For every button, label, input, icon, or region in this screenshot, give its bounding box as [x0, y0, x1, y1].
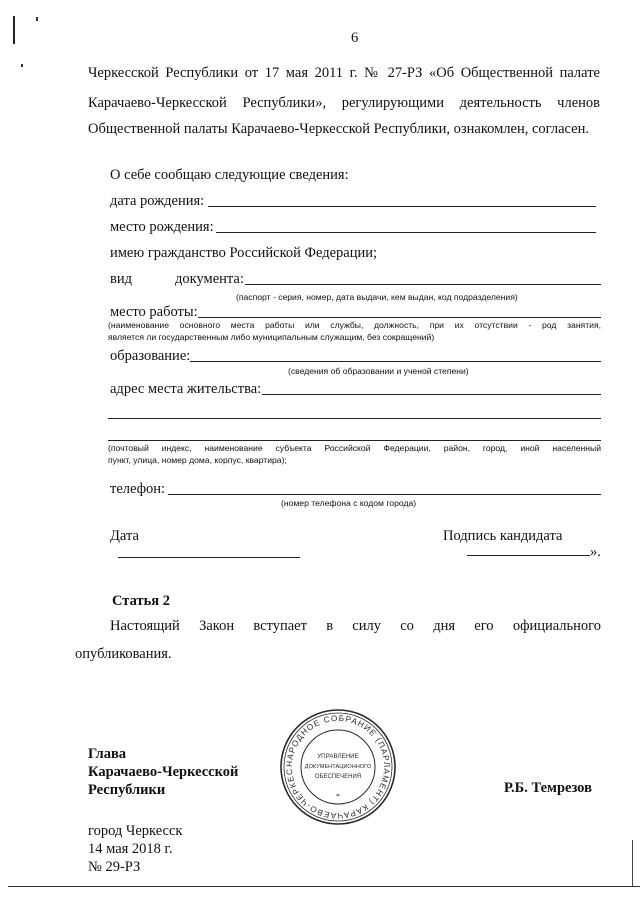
phone-field-line — [168, 494, 601, 495]
signature-label: Подпись кандидата — [443, 528, 563, 544]
seal-graphic — [278, 707, 398, 827]
document-field-line — [245, 284, 601, 285]
phone-label: телефон: — [110, 481, 166, 497]
signatory-title-3: Республики — [88, 782, 166, 798]
closing-quote: ». — [590, 544, 601, 560]
date-label: Дата — [110, 528, 139, 544]
workplace-hint-2: является ли государственным либо муниципальным служащим, без сокращений) — [108, 332, 435, 342]
birth-date-label: дата рождения: — [110, 193, 205, 209]
document-hint: (паспорт - серия, номер, дата выдачи, кем выдан, код подразделения) — [236, 292, 518, 302]
footer-city: город Черкесск — [88, 823, 183, 839]
intro-line-2: Карачаево-Черкесской Республики», регулирующими деятельность членов — [88, 95, 600, 111]
address-hint-2: пункт, улица, номер дома, корпус, квартира); — [108, 455, 287, 465]
address-label: адрес места жительства: — [110, 381, 262, 397]
birth-date-field-line — [208, 206, 596, 207]
scan-mark-top — [13, 16, 15, 44]
article-text-line-1: Настоящий Закон вступает в силу со дня его официального — [110, 618, 601, 634]
scan-edge-right — [632, 840, 633, 886]
signatory-title-1: Глава — [88, 746, 127, 762]
article-title: Статья 2 — [112, 593, 170, 609]
birth-place-field-line — [216, 232, 596, 233]
address-field-line-1 — [262, 394, 601, 395]
footer-number: № 29-РЗ — [88, 859, 141, 875]
seal-center-3: ОБЕСПЕЧЕНИЯ — [314, 774, 362, 780]
seal-center-1: УПРАВЛЕНИЕ — [317, 753, 359, 760]
official-seal — [278, 707, 398, 827]
article-text-line-2: опубликования. — [75, 646, 172, 662]
phone-hint: (номер телефона с кодом города) — [281, 498, 417, 508]
education-hint: (сведения об образовании и ученой степени) — [288, 366, 469, 376]
signatory-name: Р.Б. Темрезов — [504, 780, 592, 796]
intro-line-3: Общественной палаты Карачаево-Черкесской Республики, ознакомлен, согласен. — [88, 121, 589, 137]
scan-dot-1 — [36, 17, 38, 21]
page-number: 6 — [351, 30, 359, 46]
address-hint-1: (почтовый индекс, наименование субъекта Российской Федерации, район, город, иной населенный — [108, 443, 601, 453]
seal-ring-text: НАРОДНОЕ СОБРАНИЕ (ПАРЛАМЕНТ) КАРАЧАЕВО-ЧЕРКЕС — [284, 713, 392, 821]
intro-line-1: Черкесской Республики от 17 мая 2011 г. № 27-РЗ «Об Общественной палате — [88, 65, 600, 81]
footer-date: 14 мая 2018 г. — [88, 841, 173, 857]
workplace-label: место работы: — [110, 304, 198, 320]
seal-center-2: ДОКУМЕНТАЦИОННОГО — [304, 764, 372, 770]
date-field-line — [118, 557, 300, 558]
address-field-line-2 — [108, 418, 601, 419]
form-heading: О себе сообщаю следующие сведения: — [110, 167, 349, 183]
citizenship-text: имею гражданство Российской Федерации; — [110, 245, 378, 261]
scan-dot-2 — [21, 64, 23, 67]
education-label: образование: — [110, 348, 191, 364]
doc-type-label-a: вид — [110, 271, 132, 287]
seal-star-icon: * — [336, 792, 340, 801]
signatory-title-2: Карачаево-Черкесской — [88, 764, 239, 780]
workplace-field-line — [198, 317, 601, 318]
signature-field-line — [467, 555, 590, 556]
doc-type-label-b: документа: — [175, 271, 244, 287]
education-field-line — [190, 361, 601, 362]
address-field-line-3 — [108, 440, 601, 441]
birth-place-label: место рождения: — [110, 219, 214, 235]
workplace-hint-1: (наименование основного места работы или службы, должность, при их отсутствии - род занятия, — [108, 320, 601, 330]
scan-edge-bottom — [8, 886, 640, 887]
